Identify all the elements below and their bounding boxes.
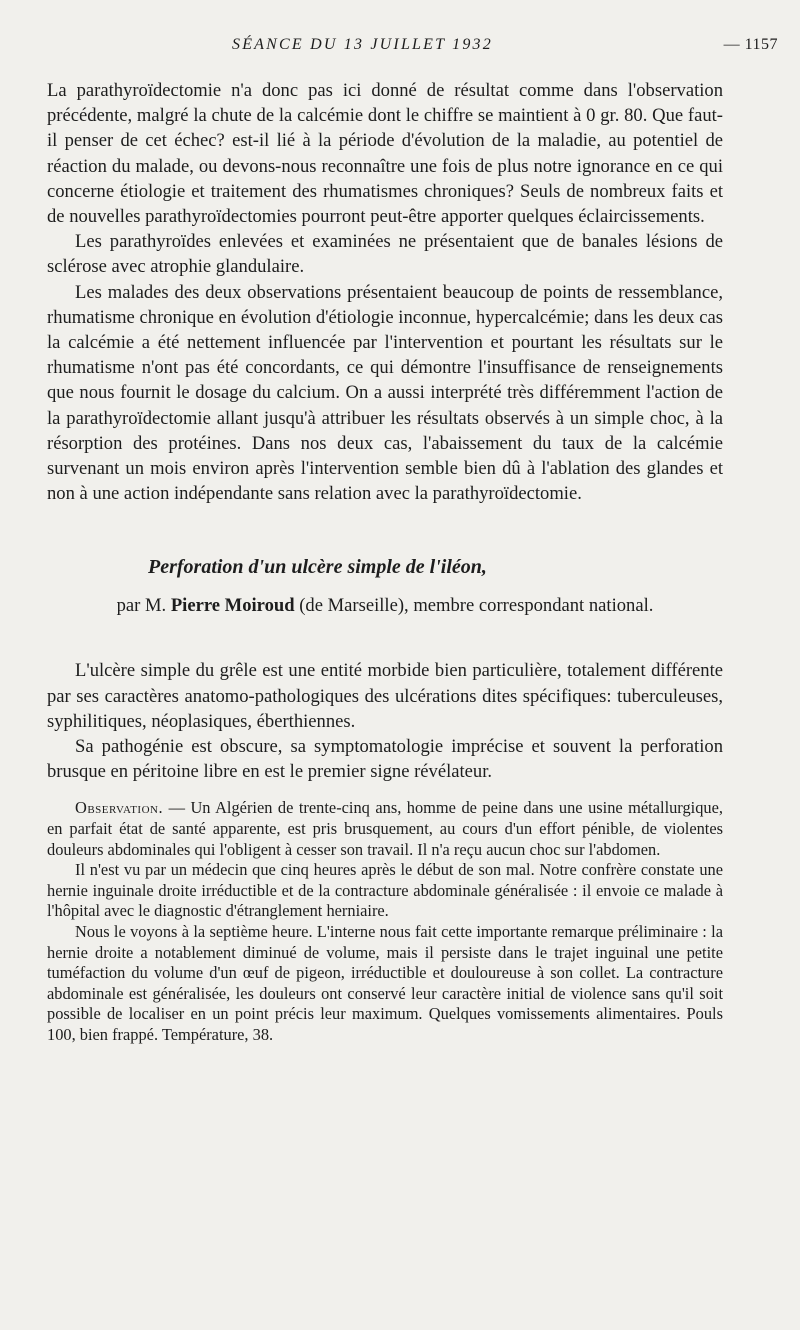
paragraph: Les malades des deux observations présentaient beaucoup de points de ressemblance, rhumatisme chronique en évolution d'étiologie inconnue, hypercalcémie; dans les deux cas la calcémie a été nettement influencée par l'intervention et pourtant les résultats sur le rhumatisme n'ont pas été concordants, ce qui démontre l'insuffisance de renseignements que nous fournit le dosage du calcium. On a aussi interprété très différemment l'action de la parathyroïdectomie allant jusqu'à attribuer les résultats observés à un simple choc, à la résorption des protéines. Dans nos deux cas, l'abaissement du taux de la calcémie survenant un mois environ après l'intervention semble bien dû à l'ablation des glandes et non à une action indépendante sans relation avec la parathyroïdectomie.	[47, 281, 723, 505]
running-head: SÉANCE DU 13 JUILLET 1932	[232, 36, 493, 53]
observation-label: Observation.	[75, 798, 164, 818]
observation-paragraph: Nous le voyons à la septième heure. L'interne nous fait cette importante remarque préliminaire : la hernie droite a notablement diminué de volume, mais il persiste dans le trajet inguinal une petite tuméfaction du volume d'un œuf de pigeon, irréductible et douloureuse à son collet. La contracture abdominale est généralisée, les douleurs ont conservé leur caractère initial de violence sans qu'il soit possible de localiser en un point précis leur maximum. Quelques vomissements alimentaires. Pouls 100, bien frappé. Température, 38.	[47, 922, 723, 1044]
paragraph: Les parathyroïdes enlevées et examinées ne présentaient que de banales lésions de sclérose avec atrophie glandulaire.	[47, 231, 723, 278]
observation-paragraph: Il n'est vu par un médecin que cinq heures après le début de son mal. Notre confrère constate une hernie inguinale droite irréductible et de la contracture abdominale généralisée : il envoie ce malade à l'hôpital avec le diagnostic d'étranglement herniaire.	[47, 860, 723, 921]
byline-suffix: (de Marseille), membre correspondant national.	[299, 595, 654, 617]
paragraph: Sa pathogénie est obscure, sa symptomatologie imprécise et souvent la perforation brusque en péritoine libre en est le premier signe révélateur.	[47, 736, 723, 783]
paragraph: L'ulcère simple du grêle est une entité morbide bien particulière, totalement différente par ses caractères anatomo-pathologiques des ulcérations dites spécifiques: tuberculeuses, syphilitiques, néoplasiques, éberthiennes.	[47, 660, 723, 732]
observation-text: — Un Algérien de trente-cinq ans, homme de peine dans une usine métallurgique, en parfait état de santé apparente, est pris brusquement, au cours d'un effort pénible, de violentes douleurs abdominales qui l'obligent à cesser son travail. Il n'a reçu aucun choc sur l'abdomen.	[47, 798, 723, 859]
page-header	[0, 36, 800, 58]
observation-paragraph	[47, 798, 723, 860]
article-byline	[47, 593, 723, 618]
article-title: Perforation d'un ulcère simple de l'iléon,	[148, 556, 487, 579]
article-body	[47, 658, 723, 784]
body-text	[47, 78, 723, 1046]
page-number: — 1157	[723, 36, 778, 53]
observation-section	[47, 798, 723, 1045]
byline-prefix: par M.	[116, 595, 167, 617]
paragraph: La parathyroïdectomie n'a donc pas ici donné de résultat comme dans l'observation précédente, malgré la chute de la calcémie dont le chiffre se maintient à 0 gr. 80. Que faut-il penser de cet échec? est-il lié à la période d'évolution de la maladie, au potentiel de réaction du malade, ou devons-nous reconnaître une fois de plus notre ignorance en ce qui concerne étiologie et traitement des rhumatismes chroniques? Seuls de nombreux faits et de nouvelles parathyroïdectomies pourront peut-être apporter quelques éclaircissements.	[47, 80, 723, 228]
author-name: Pierre Moiroud	[170, 595, 295, 617]
